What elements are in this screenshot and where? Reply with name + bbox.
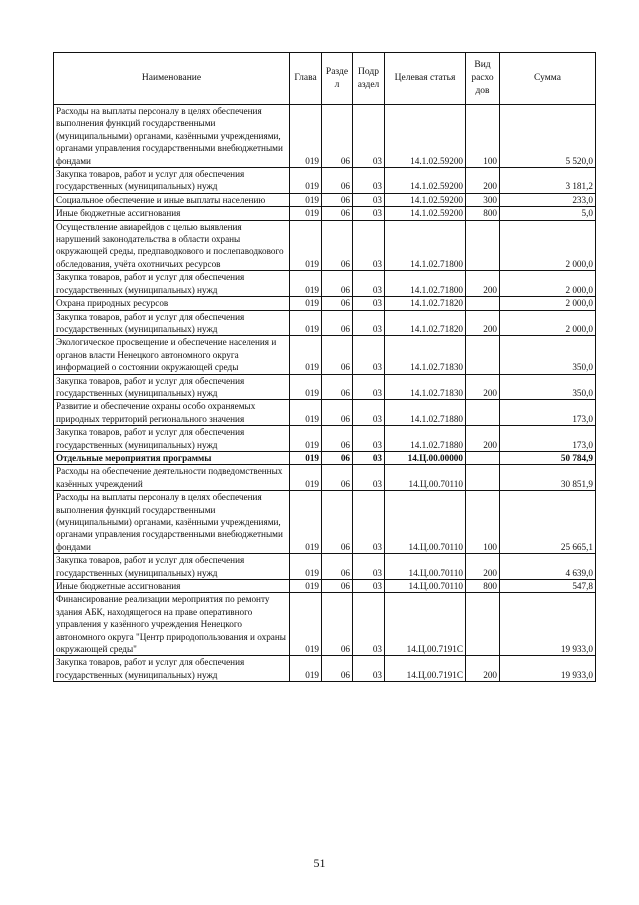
cell-name: Экологическое просвещение и обеспечение населения и органов власти Ненецкого автономного округа информацией о состоянии окружающей среды [54,336,290,374]
cell-celevaya: 14.Ц.00.70110 [385,580,466,593]
cell-podrazdel: 03 [353,593,385,656]
cell-razdel: 06 [322,656,353,682]
table-header-row [54,53,596,105]
table-row [54,297,596,310]
cell-celevaya: 14.Ц.00.00000 [385,451,466,464]
cell-celevaya: 14.1.02.59200 [385,168,466,194]
cell-podrazdel: 03 [353,400,385,426]
cell-razdel: 06 [322,207,353,220]
cell-glava: 019 [290,207,322,220]
cell-razdel: 06 [322,310,353,336]
cell-vid [466,336,500,374]
cell-vid [466,297,500,310]
cell-razdel: 06 [322,220,353,271]
table-row [54,465,596,491]
table-row [54,220,596,271]
cell-podrazdel: 03 [353,465,385,491]
cell-podrazdel: 03 [353,220,385,271]
cell-summa: 19 933,0 [500,593,596,656]
cell-podrazdel: 03 [353,207,385,220]
cell-podrazdel: 03 [353,336,385,374]
cell-razdel: 06 [322,580,353,593]
cell-celevaya: 14.Ц.00.7191С [385,656,466,682]
budget-table [53,52,596,682]
cell-podrazdel: 03 [353,491,385,554]
cell-summa: 547,8 [500,580,596,593]
cell-razdel: 06 [322,336,353,374]
table-row [54,193,596,206]
cell-podrazdel: 03 [353,271,385,297]
table-row [54,271,596,297]
cell-vid: 300 [466,193,500,206]
cell-celevaya: 14.1.02.59200 [385,193,466,206]
table-row [54,374,596,400]
cell-celevaya: 14.Ц.00.70110 [385,554,466,580]
cell-summa: 3 181,2 [500,168,596,194]
page-number: 51 [313,856,326,870]
table-row [54,580,596,593]
cell-summa: 2 000,0 [500,297,596,310]
cell-podrazdel: 03 [353,193,385,206]
cell-razdel: 06 [322,105,353,168]
cell-name: Иные бюджетные ассигнования [54,207,290,220]
cell-celevaya: 14.Ц.00.70110 [385,491,466,554]
cell-glava: 019 [290,310,322,336]
cell-glava: 019 [290,271,322,297]
cell-vid [466,593,500,656]
cell-name: Финансирование реализации мероприятия по ремонту здания АБК, находящегося на праве оперативного управления у казённого учреждения Ненецкого автономного округа "Центр природопользования и охраны окружающей среды" [54,593,290,656]
table-row [54,593,596,656]
cell-glava: 019 [290,297,322,310]
cell-name: Развитие и обеспечение охраны особо охраняемых природных территорий регионального значения [54,400,290,426]
header-celevaya: Целевая статья [385,53,466,105]
cell-razdel: 06 [322,271,353,297]
cell-vid: 200 [466,426,500,452]
cell-vid: 100 [466,105,500,168]
header-summa: Сумма [500,53,596,105]
cell-vid: 200 [466,554,500,580]
cell-glava: 019 [290,656,322,682]
cell-celevaya: 14.1.02.71880 [385,400,466,426]
cell-celevaya: 14.1.02.71880 [385,426,466,452]
cell-summa: 50 784,9 [500,451,596,464]
cell-name: Иные бюджетные ассигнования [54,580,290,593]
cell-summa: 30 851,9 [500,465,596,491]
cell-razdel: 06 [322,451,353,464]
cell-vid: 800 [466,580,500,593]
table-row [54,105,596,168]
cell-summa: 350,0 [500,336,596,374]
cell-vid [466,451,500,464]
cell-podrazdel: 03 [353,451,385,464]
header-name: Наименование [54,53,290,105]
cell-podrazdel: 03 [353,310,385,336]
cell-podrazdel: 03 [353,656,385,682]
cell-glava: 019 [290,105,322,168]
cell-name: Закупка товаров, работ и услуг для обеспечения государственных (муниципальных) нужд [54,168,290,194]
cell-vid: 100 [466,491,500,554]
cell-podrazdel: 03 [353,297,385,310]
header-podrazdel: Подр аздел [353,53,385,105]
cell-summa: 5 520,0 [500,105,596,168]
cell-razdel: 06 [322,491,353,554]
header-vid: Вид расхо дов [466,53,500,105]
cell-vid: 200 [466,271,500,297]
cell-razdel: 06 [322,193,353,206]
cell-vid: 200 [466,656,500,682]
cell-podrazdel: 03 [353,580,385,593]
table-row [54,554,596,580]
cell-razdel: 06 [322,593,353,656]
cell-razdel: 06 [322,168,353,194]
table-row [54,207,596,220]
cell-name: Закупка товаров, работ и услуг для обеспечения государственных (муниципальных) нужд [54,310,290,336]
cell-glava: 019 [290,374,322,400]
cell-celevaya: 14.Ц.00.7191С [385,593,466,656]
cell-podrazdel: 03 [353,105,385,168]
table-row [54,168,596,194]
table-row [54,491,596,554]
cell-name: Закупка товаров, работ и услуг для обеспечения государственных (муниципальных) нужд [54,374,290,400]
cell-razdel: 06 [322,400,353,426]
cell-razdel: 06 [322,297,353,310]
cell-celevaya: 14.1.02.71820 [385,310,466,336]
cell-summa: 2 000,0 [500,220,596,271]
cell-glava: 019 [290,593,322,656]
cell-glava: 019 [290,465,322,491]
cell-glava: 019 [290,426,322,452]
cell-summa: 173,0 [500,400,596,426]
cell-vid: 200 [466,168,500,194]
table-row [54,656,596,682]
cell-razdel: 06 [322,426,353,452]
cell-celevaya: 14.1.02.71820 [385,297,466,310]
cell-glava: 019 [290,400,322,426]
cell-summa: 233,0 [500,193,596,206]
cell-celevaya: 14.1.02.71830 [385,336,466,374]
cell-summa: 25 665,1 [500,491,596,554]
header-glava: Глава [290,53,322,105]
cell-celevaya: 14.1.02.59200 [385,105,466,168]
header-razdel: Разде л [322,53,353,105]
cell-podrazdel: 03 [353,426,385,452]
cell-name: Расходы на выплаты персоналу в целях обеспечения выполнения функций государственными (муниципальными) органами, казёнными учреждениями, органами управления государственными внебюджетными фондами [54,491,290,554]
table-row [54,310,596,336]
cell-celevaya: 14.1.02.59200 [385,207,466,220]
cell-celevaya: 14.Ц.00.70110 [385,465,466,491]
table-row [54,400,596,426]
cell-summa: 19 933,0 [500,656,596,682]
cell-podrazdel: 03 [353,168,385,194]
cell-glava: 019 [290,580,322,593]
cell-name: Расходы на выплаты персоналу в целях обеспечения выполнения функций государственными (муниципальными) органами, казёнными учреждениями, органами управления государственными внебюджетными фондами [54,105,290,168]
cell-vid: 800 [466,207,500,220]
cell-name: Охрана природных ресурсов [54,297,290,310]
cell-celevaya: 14.1.02.71800 [385,271,466,297]
cell-name: Закупка товаров, работ и услуг для обеспечения государственных (муниципальных) нужд [54,554,290,580]
cell-name: Закупка товаров, работ и услуг для обеспечения государственных (муниципальных) нужд [54,426,290,452]
cell-glava: 019 [290,193,322,206]
table-row [54,426,596,452]
cell-vid [466,400,500,426]
cell-name: Закупка товаров, работ и услуг для обеспечения государственных (муниципальных) нужд [54,271,290,297]
cell-name: Отдельные мероприятия программы [54,451,290,464]
cell-name: Осуществление авиарейдов с целью выявления нарушений законодательства в области охраны окружающей среды, предпаводкового и послепаводкового обследования, учёта охотничьих ресурсов [54,220,290,271]
cell-summa: 4 639,0 [500,554,596,580]
cell-razdel: 06 [322,554,353,580]
cell-celevaya: 14.1.02.71800 [385,220,466,271]
cell-glava: 019 [290,168,322,194]
cell-razdel: 06 [322,465,353,491]
cell-glava: 019 [290,451,322,464]
cell-podrazdel: 03 [353,374,385,400]
cell-summa: 2 000,0 [500,310,596,336]
table-row [54,336,596,374]
cell-summa: 2 000,0 [500,271,596,297]
cell-name: Закупка товаров, работ и услуг для обеспечения государственных (муниципальных) нужд [54,656,290,682]
table-row [54,451,596,464]
cell-vid: 200 [466,310,500,336]
cell-podrazdel: 03 [353,554,385,580]
cell-glava: 019 [290,554,322,580]
cell-glava: 019 [290,336,322,374]
cell-name: Расходы на обеспечение деятельности подведомственных казённых учреждений [54,465,290,491]
cell-vid [466,465,500,491]
cell-glava: 019 [290,220,322,271]
cell-razdel: 06 [322,374,353,400]
cell-vid [466,220,500,271]
cell-summa: 173,0 [500,426,596,452]
cell-vid: 200 [466,374,500,400]
cell-name: Социальное обеспечение и иные выплаты населению [54,193,290,206]
cell-summa: 5,0 [500,207,596,220]
cell-celevaya: 14.1.02.71830 [385,374,466,400]
cell-glava: 019 [290,491,322,554]
cell-summa: 350,0 [500,374,596,400]
